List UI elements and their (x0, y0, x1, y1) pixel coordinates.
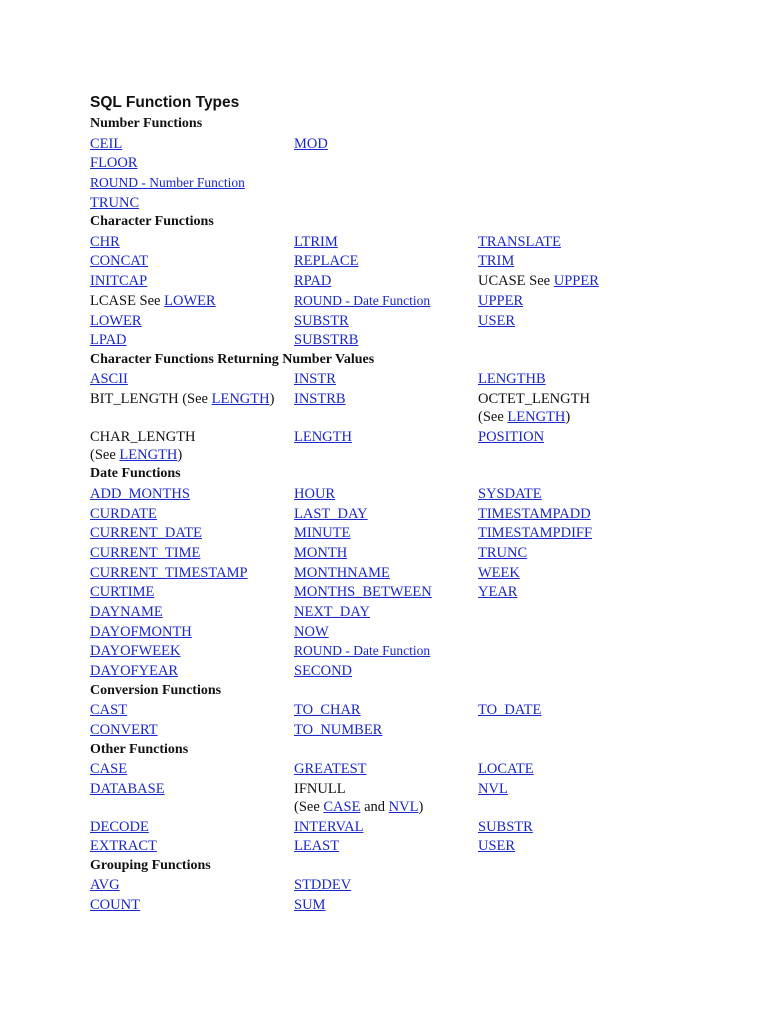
function-cell (90, 543, 294, 563)
function-cell (90, 641, 294, 661)
function-text: (See (294, 798, 324, 815)
function-text: ) (565, 409, 571, 426)
function-link-rpad[interactable]: RPAD (294, 273, 332, 290)
function-cell (90, 291, 294, 311)
function-cell (294, 641, 478, 661)
function-row (90, 582, 730, 602)
function-text: BIT_LENGTH (See (90, 391, 212, 408)
function-sections (90, 114, 730, 915)
function-link-ascii[interactable]: ASCII (90, 371, 128, 388)
function-cell (478, 369, 678, 389)
function-link-to-date[interactable]: TO_DATE (478, 702, 542, 719)
function-row (90, 836, 730, 856)
function-cell (478, 330, 678, 350)
function-row (90, 427, 730, 465)
function-link-current-date[interactable]: CURRENT_DATE (90, 525, 202, 542)
function-link-months-between[interactable]: MONTHS_BETWEEN (294, 584, 432, 601)
function-row (90, 700, 730, 720)
page-title: SQL Function Types (90, 94, 240, 111)
function-cell (294, 232, 478, 252)
function-cell (90, 504, 294, 524)
function-link-length[interactable]: LENGTH (507, 409, 566, 426)
function-cell (294, 134, 478, 154)
section-heading-character-functions-returning-number-values: Character Functions Returning Number Values (90, 351, 375, 367)
function-cell (478, 134, 678, 154)
function-cell (294, 817, 478, 837)
function-cell (90, 622, 294, 642)
function-link-dayofmonth[interactable]: DAYOFMONTH (90, 623, 192, 640)
function-text: ) (177, 446, 183, 463)
function-cell (90, 232, 294, 252)
function-row (90, 523, 730, 543)
function-row (90, 895, 730, 915)
function-cell (478, 895, 678, 915)
function-cell (478, 271, 678, 291)
function-cell (478, 251, 678, 271)
function-link-month[interactable]: MONTH (294, 545, 348, 561)
function-cell (294, 563, 478, 583)
function-link-nvl[interactable]: NVL (478, 780, 508, 797)
section-heading-conversion-functions: Conversion Functions (90, 682, 222, 698)
function-cell (294, 779, 478, 817)
function-row (90, 779, 730, 817)
function-cell (90, 875, 294, 895)
function-cell (90, 563, 294, 583)
function-row (90, 193, 730, 213)
function-link-user[interactable]: USER (478, 838, 516, 855)
function-cell (294, 291, 478, 311)
function-cell (294, 836, 478, 856)
function-cell (478, 582, 678, 602)
function-row (90, 389, 730, 427)
function-cell (478, 836, 678, 856)
function-cell (294, 389, 478, 409)
function-cell (478, 875, 678, 895)
function-link-decode[interactable]: DECODE (90, 818, 149, 835)
function-link-dayname[interactable]: DAYNAME (90, 604, 163, 621)
function-cell (90, 369, 294, 389)
function-link-length[interactable]: LENGTH (119, 446, 178, 463)
function-cell (478, 173, 678, 193)
function-link-translate[interactable]: TRANSLATE (478, 233, 561, 250)
function-cell (478, 759, 678, 779)
function-link-last-day[interactable]: LAST_DAY (294, 505, 368, 522)
function-link-second[interactable]: SECOND (294, 663, 353, 680)
function-text: ) (418, 798, 424, 815)
sql-function-types-document (90, 92, 730, 915)
function-link-timestampadd[interactable]: TIMESTAMPADD (478, 505, 591, 522)
function-cell (90, 427, 294, 465)
function-cell (294, 153, 478, 173)
function-link-lpad[interactable]: LPAD (90, 332, 127, 349)
function-cell (478, 484, 678, 504)
function-link-sum[interactable]: SUM (294, 897, 326, 914)
function-row (90, 173, 730, 193)
function-cell (478, 622, 678, 642)
function-link-count[interactable]: COUNT (90, 897, 140, 914)
function-row (90, 661, 730, 681)
function-link-instr[interactable]: INSTR (294, 371, 336, 388)
function-cell (294, 251, 478, 271)
function-text: (See (478, 409, 508, 426)
function-cell (294, 661, 478, 681)
function-cell (90, 389, 294, 409)
function-cell (90, 523, 294, 543)
function-link-ltrim[interactable]: LTRIM (294, 233, 338, 250)
function-cell (90, 271, 294, 291)
function-link-monthname[interactable]: MONTHNAME (294, 564, 390, 581)
section-heading-date-functions: Date Functions (90, 466, 181, 482)
function-cell (90, 700, 294, 720)
function-cell (294, 720, 478, 740)
function-row (90, 153, 730, 173)
function-cell (478, 720, 678, 740)
function-cell (294, 543, 478, 563)
function-cell (90, 330, 294, 350)
function-cell (294, 523, 478, 543)
function-row (90, 622, 730, 642)
function-link-to-char[interactable]: TO_CHAR (294, 702, 361, 719)
function-cell (90, 251, 294, 271)
function-cell (478, 232, 678, 252)
function-cell (478, 641, 678, 661)
function-cell (478, 543, 678, 563)
function-cell (90, 153, 294, 173)
function-cell (90, 779, 294, 799)
function-cell (294, 311, 478, 331)
function-row (90, 291, 730, 311)
function-text: (See (90, 446, 120, 463)
function-link-current-time[interactable]: CURRENT_TIME (90, 545, 201, 561)
function-link-round-date-function[interactable]: ROUND - Date Function (294, 643, 431, 659)
function-link-week[interactable]: WEEK (478, 564, 520, 581)
function-link-least[interactable]: LEAST (294, 838, 340, 855)
function-link-chr[interactable]: CHR (90, 233, 120, 250)
function-link-nvl[interactable]: NVL (388, 798, 419, 815)
function-link-greatest[interactable]: GREATEST (294, 761, 367, 778)
function-link-length[interactable]: LENGTH (294, 428, 352, 445)
function-link-database[interactable]: DATABASE (90, 780, 165, 797)
function-cell (478, 427, 678, 447)
function-row (90, 759, 730, 779)
function-cell (478, 153, 678, 173)
function-cell (90, 173, 294, 193)
function-cell (294, 602, 478, 622)
function-link-substrb[interactable]: SUBSTRB (294, 332, 359, 349)
function-cell (294, 173, 478, 193)
function-cell (90, 836, 294, 856)
function-link-locate[interactable]: LOCATE (478, 761, 534, 778)
function-cell (478, 504, 678, 524)
function-link-hour[interactable]: HOUR (294, 485, 336, 502)
function-link-trunc[interactable]: TRUNC (478, 545, 528, 561)
function-cell (478, 661, 678, 681)
function-cell (90, 661, 294, 681)
function-text: UCASE See (478, 273, 554, 290)
function-cell (90, 817, 294, 837)
function-link-floor[interactable]: FLOOR (90, 155, 138, 172)
function-row (90, 602, 730, 622)
function-cell (294, 427, 478, 447)
function-cell (90, 759, 294, 779)
function-link-substr[interactable]: SUBSTR (294, 312, 349, 329)
function-row (90, 720, 730, 740)
function-link-upper[interactable]: UPPER (553, 273, 599, 290)
function-cell (478, 602, 678, 622)
function-row (90, 817, 730, 837)
function-link-sysdate[interactable]: SYSDATE (478, 485, 542, 502)
function-link-cast[interactable]: CAST (90, 702, 128, 719)
function-link-dayofyear[interactable]: DAYOFYEAR (90, 663, 179, 680)
function-cell (478, 817, 678, 837)
function-cell (478, 563, 678, 583)
function-cell (478, 389, 678, 427)
function-link-to-number[interactable]: TO_NUMBER (294, 722, 383, 738)
function-link-extract[interactable]: EXTRACT (90, 838, 157, 855)
function-link-upper[interactable]: UPPER (478, 292, 524, 309)
section-heading-character-functions: Character Functions (90, 214, 214, 230)
function-row (90, 563, 730, 583)
function-cell (90, 134, 294, 154)
function-link-lengthb[interactable]: LENGTHB (478, 371, 546, 388)
function-link-round-number-function[interactable]: ROUND - Number Function (90, 174, 245, 190)
function-cell (90, 720, 294, 740)
function-link-position[interactable]: POSITION (478, 428, 545, 445)
function-row (90, 641, 730, 661)
function-text: CHAR_LENGTH (90, 428, 196, 445)
function-row (90, 543, 730, 563)
function-link-round-date-function[interactable]: ROUND - Date Function (294, 292, 431, 308)
function-link-curtime[interactable]: CURTIME (90, 584, 155, 601)
function-cell (90, 895, 294, 915)
function-link-substr[interactable]: SUBSTR (478, 818, 533, 835)
function-cell (294, 895, 478, 915)
function-cell (90, 484, 294, 504)
function-cell (90, 602, 294, 622)
function-link-minute[interactable]: MINUTE (294, 525, 351, 542)
function-text: ) (269, 391, 275, 408)
function-cell (294, 369, 478, 389)
function-link-trim[interactable]: TRIM (478, 253, 515, 270)
function-link-replace[interactable]: REPLACE (294, 253, 359, 270)
function-cell (90, 582, 294, 602)
function-link-curdate[interactable]: CURDATE (90, 505, 157, 522)
function-cell (294, 622, 478, 642)
function-link-trunc[interactable]: TRUNC (90, 194, 140, 211)
function-link-current-timestamp[interactable]: CURRENT_TIMESTAMP (90, 564, 248, 581)
function-text: IFNULL (294, 780, 346, 797)
function-link-dayofweek[interactable]: DAYOFWEEK (90, 643, 181, 660)
function-cell (294, 875, 478, 895)
function-link-case[interactable]: CASE (90, 761, 128, 778)
function-row (90, 484, 730, 504)
function-link-add-months[interactable]: ADD_MONTHS (90, 485, 190, 502)
function-link-timestampdiff[interactable]: TIMESTAMPDIFF (478, 525, 593, 542)
function-row (90, 504, 730, 524)
function-link-stddev[interactable]: STDDEV (294, 877, 352, 894)
function-cell (90, 193, 294, 213)
function-link-concat[interactable]: CONCAT (90, 253, 149, 270)
function-link-lower[interactable]: LOWER (164, 292, 216, 309)
function-cell (478, 779, 678, 799)
function-row (90, 232, 730, 252)
function-link-mod[interactable]: MOD (294, 135, 328, 152)
function-link-instrb[interactable]: INSTRB (294, 391, 346, 408)
function-row (90, 875, 730, 895)
function-text: OCTET_LENGTH (478, 391, 590, 408)
function-cell (294, 271, 478, 291)
function-cell (294, 504, 478, 524)
function-row (90, 330, 730, 350)
section-heading-number-functions: Number Functions (90, 116, 203, 131)
function-cell (478, 291, 678, 311)
function-row (90, 271, 730, 291)
function-cell (478, 523, 678, 543)
function-cell (294, 582, 478, 602)
function-link-user[interactable]: USER (478, 312, 516, 329)
function-link-now[interactable]: NOW (294, 623, 329, 640)
function-cell (294, 700, 478, 720)
function-link-initcap[interactable]: INITCAP (90, 273, 148, 290)
function-row (90, 369, 730, 389)
function-link-ceil[interactable]: CEIL (90, 135, 123, 152)
function-link-convert[interactable]: CONVERT (90, 722, 158, 738)
function-cell (294, 330, 478, 350)
function-cell (294, 484, 478, 504)
function-cell (478, 193, 678, 213)
function-link-next-day[interactable]: NEXT_DAY (294, 604, 370, 621)
function-cell (478, 311, 678, 331)
function-row (90, 134, 730, 154)
function-link-case[interactable]: CASE (323, 798, 361, 815)
function-row (90, 311, 730, 331)
function-link-interval[interactable]: INTERVAL (294, 818, 364, 835)
function-cell (294, 193, 478, 213)
function-link-lower[interactable]: LOWER (90, 312, 142, 329)
function-link-year[interactable]: YEAR (478, 584, 518, 601)
function-cell (478, 700, 678, 720)
function-link-avg[interactable]: AVG (90, 877, 120, 894)
function-link-length[interactable]: LENGTH (211, 391, 270, 408)
function-text: and (360, 798, 389, 815)
section-heading-grouping-functions: Grouping Functions (90, 857, 211, 873)
section-heading-other-functions: Other Functions (90, 741, 189, 757)
function-cell (294, 759, 478, 779)
function-text: LCASE See (90, 292, 165, 309)
function-row (90, 251, 730, 271)
function-cell (90, 311, 294, 331)
